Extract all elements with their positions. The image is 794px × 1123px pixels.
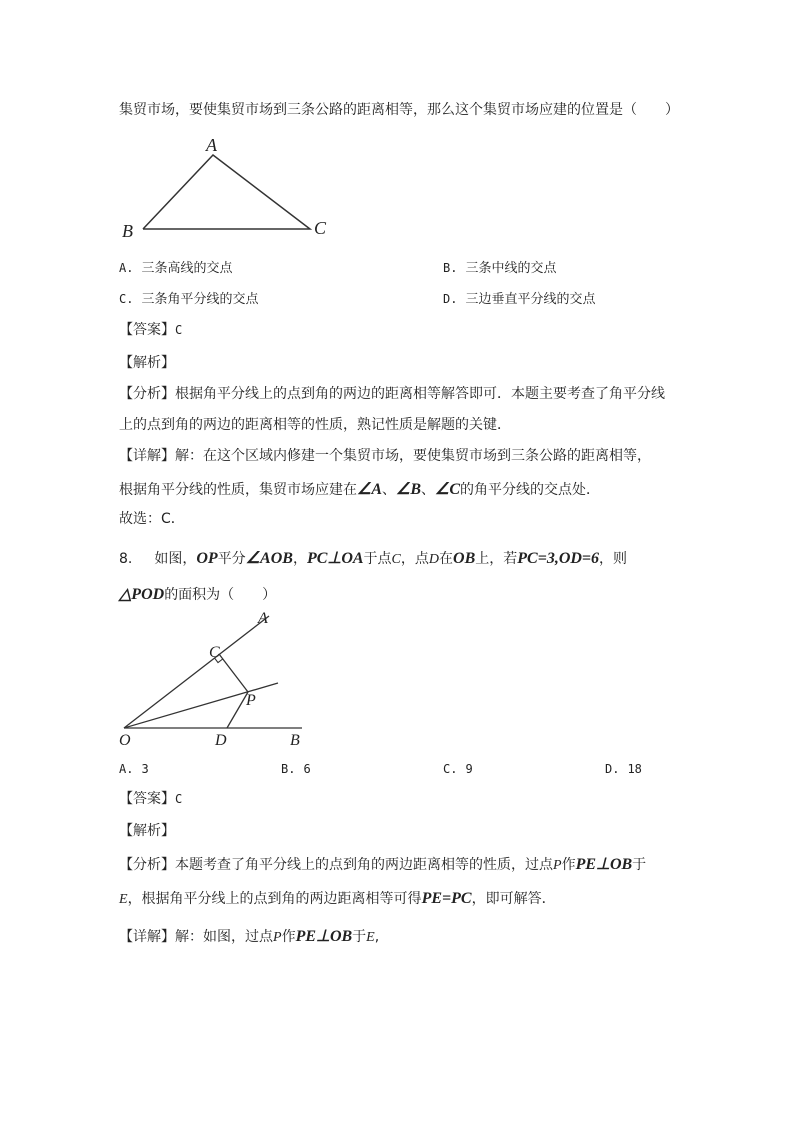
q7-fenxi-line2: 上的点到角的两边的距离相等的性质，熟记性质是解题的关键．: [119, 417, 511, 433]
label-c: C: [314, 218, 327, 238]
label-o: O: [119, 732, 131, 749]
label-d: D: [215, 732, 227, 749]
q7-fenxi-line1: 【分析】根据角平分线上的点到角的两边的距离相等解答即可．本题主要考查了角平分线: [119, 386, 665, 402]
q7-stem: 集贸市场，要使集贸市场到三条公路的距离相等，那么这个集贸市场应建的位置是（ ）: [119, 102, 679, 118]
q7-xiangjie-line2: 根据角平分线的性质，集贸市场应建在∠A、∠B、∠C的角平分线的交点处．: [119, 481, 601, 498]
q7-option-a: A. 三条高线的交点: [119, 261, 233, 276]
q8-option-d: D. 18: [605, 762, 642, 776]
q8-stem-line2: △POD的面积为（ ）: [119, 586, 277, 603]
q8-option-a: A. 3: [119, 762, 149, 776]
q7-option-b: B. 三条中线的交点: [443, 261, 557, 276]
q7-option-c: C. 三条角平分线的交点: [119, 292, 259, 307]
q8-analysis-label: 【解析】: [119, 823, 175, 839]
q7-xiangjie-line1: 【详解】解：在这个区域内修建一个集贸市场，要使集贸市场到三条公路的距离相等，: [119, 448, 651, 464]
label-b: B: [290, 732, 300, 749]
triangle-figure: [110, 130, 340, 245]
ray-oa: [124, 616, 269, 728]
label-a: A: [206, 135, 217, 155]
label-c: C: [209, 644, 220, 661]
q8-stem-line1: 8. 如图，OP平分∠AOB，PC⊥OA于点C，点D在OB上，若PC=3,OD=6，则: [119, 550, 628, 567]
q8-xiangjie-line1: 【详解】解：如图，过点P作PE⊥OB于E,: [119, 928, 380, 945]
angle-bisector-figure: [110, 605, 320, 750]
q8-option-c: C. 9: [443, 762, 473, 776]
label-a: A: [258, 610, 268, 627]
q7-answer: 【答案】C: [119, 322, 183, 338]
q8-option-b: B. 6: [281, 762, 311, 776]
q8-answer: 【答案】C: [119, 791, 183, 807]
q7-option-d: D. 三边垂直平分线的交点: [443, 292, 596, 307]
q8-fenxi-line2: E，根据角平分线上的点到角的两边距离相等可得PE=PC，即可解答．: [119, 890, 556, 907]
label-p: P: [246, 692, 256, 709]
segment-pc: [219, 654, 248, 692]
label-b: B: [122, 221, 133, 241]
triangle-abc: [143, 155, 310, 229]
q7-analysis-label: 【解析】: [119, 355, 175, 371]
q8-fenxi-line1: 【分析】本题考查了角平分线上的点到角的两边距离相等的性质，过点P作PE⊥OB于: [119, 856, 647, 873]
q7-choose: 故选：C．: [119, 511, 185, 527]
